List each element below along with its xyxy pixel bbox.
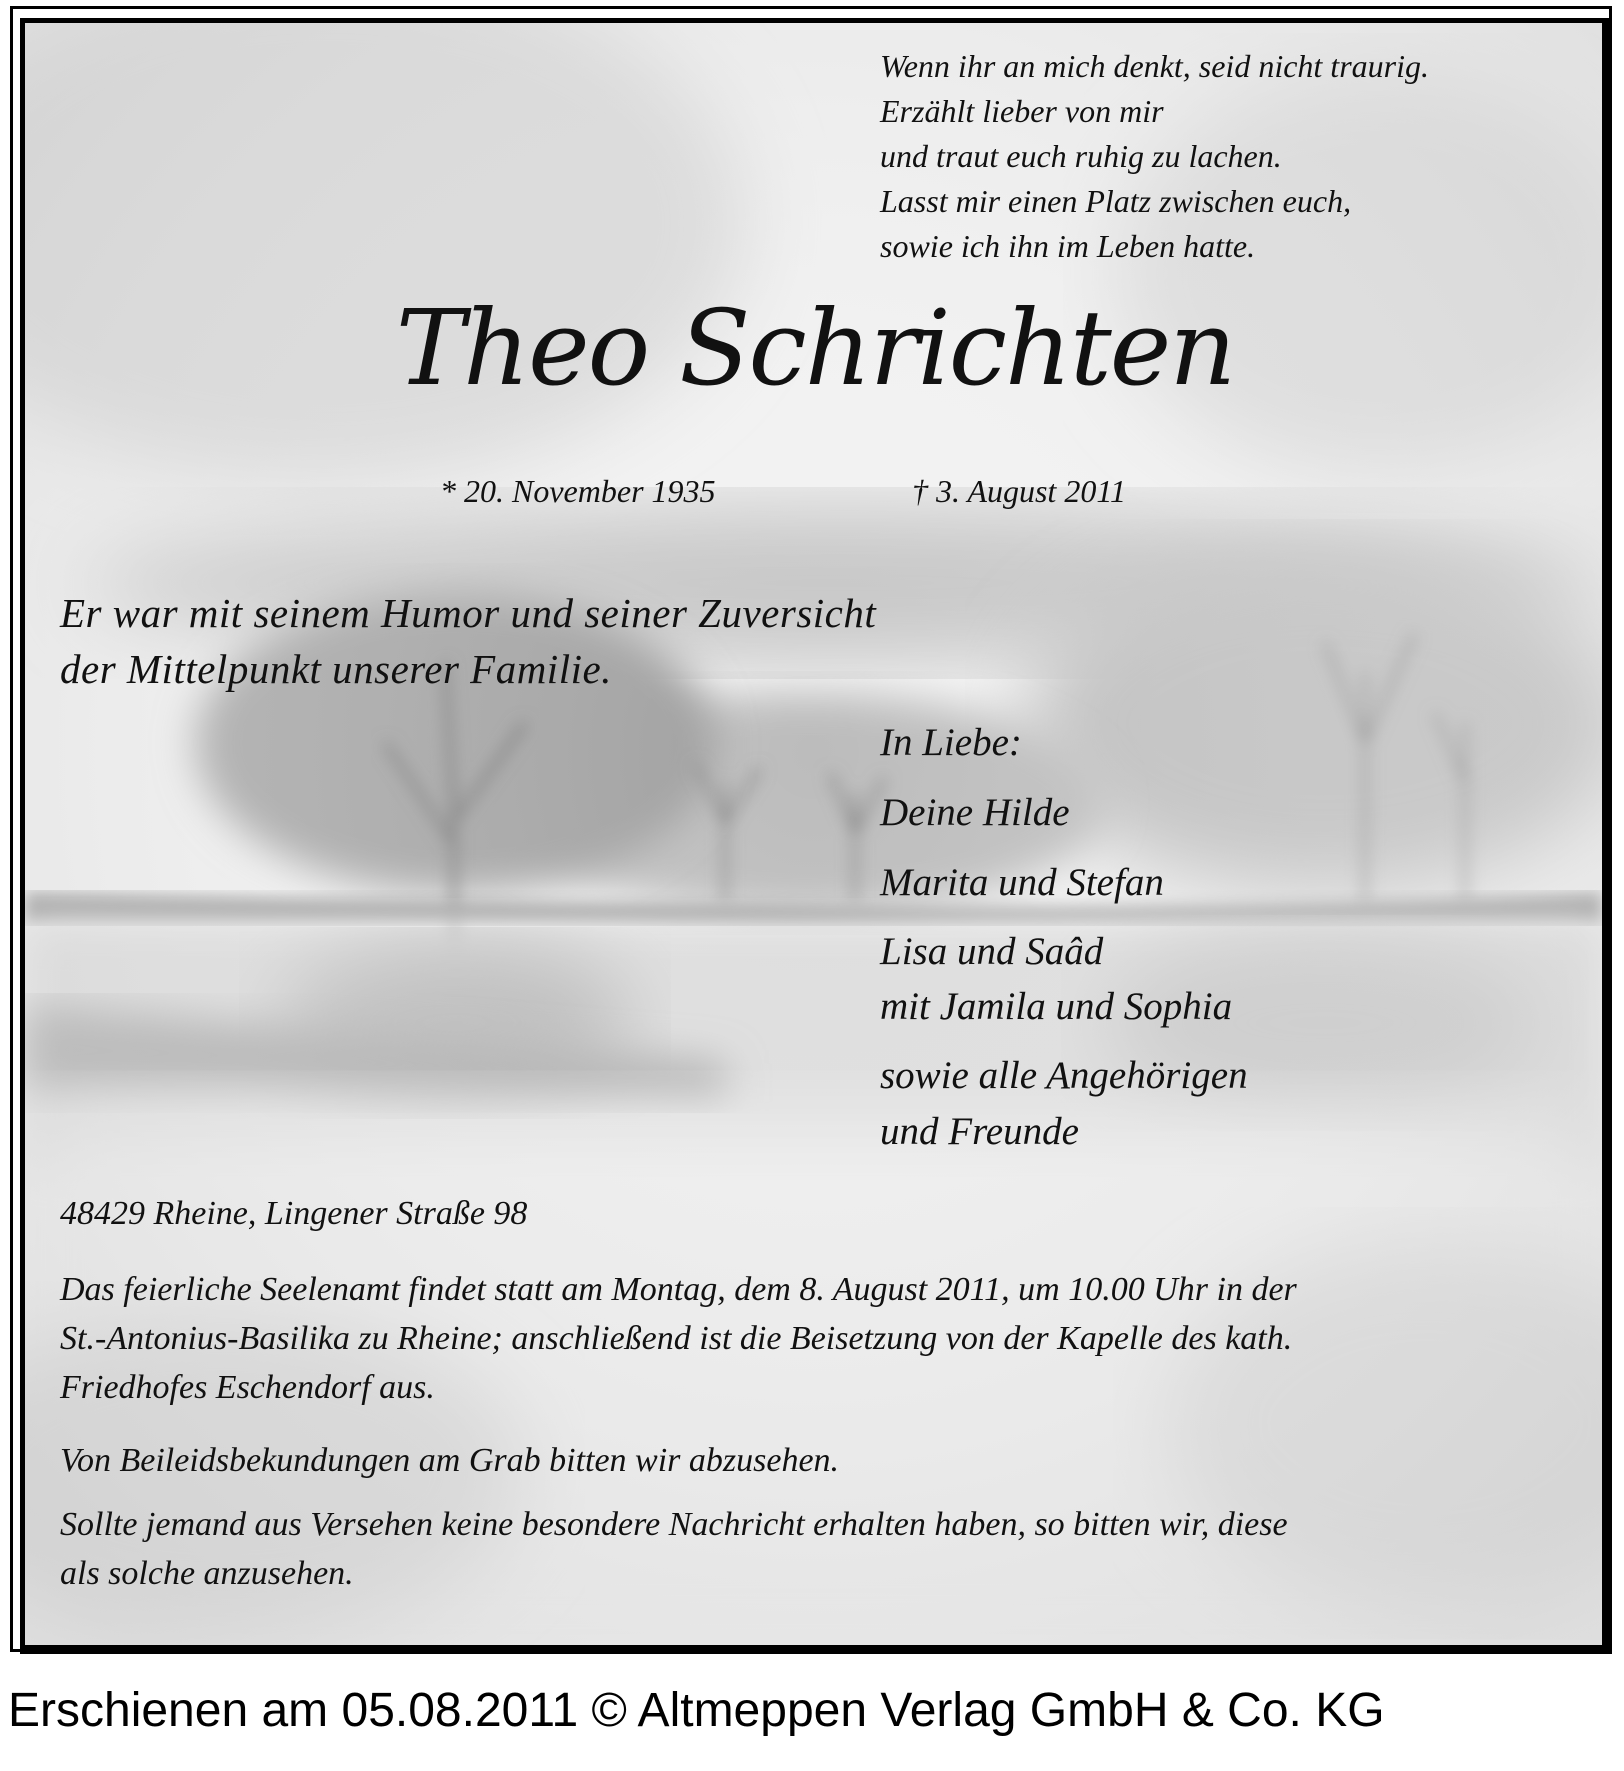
publication-footer: Erschienen am 05.08.2011 © Altmeppen Verlag GmbH & Co. KG [8, 1684, 1385, 1737]
service-line: Friedhofes Eschendorf aus. [60, 1369, 435, 1406]
service-details [60, 1265, 1297, 1412]
condolence-note: Von Beileidsbekundungen am Grab bitten wir abzusehen. [60, 1442, 840, 1479]
notice-line: Sollte jemand aus Versehen keine besondere Nachricht erhalten haben, so bitten wir, diese [60, 1506, 1288, 1543]
poem-line: Wenn ihr an mich denkt, seid nicht traurig. [880, 48, 1429, 84]
tribute-line: der Mittelpunkt unserer Familie. [60, 646, 612, 692]
tribute-line: Er war mit seinem Humor und seiner Zuversicht [60, 590, 877, 636]
death-date: † 3. August 2011 [912, 473, 1126, 509]
address: 48429 Rheine, Lingener Straße 98 [60, 1195, 528, 1232]
poem-line: Lasst mir einen Platz zwischen euch, [880, 183, 1352, 219]
family-member: Marita und Stefan [880, 861, 1164, 904]
tribute-text [60, 585, 876, 697]
family-intro: In Liebe: [880, 721, 1022, 764]
notice-note [60, 1500, 1288, 1598]
family-member: mit Jamila und Sophia [880, 985, 1233, 1028]
birth-date: * 20. November 1935 [440, 473, 716, 509]
family-member: sowie alle Angehörigen [880, 1054, 1248, 1097]
notice-line: als solche anzusehen. [60, 1555, 354, 1592]
family-member: Lisa und Saâd [880, 930, 1104, 973]
memorial-poem [880, 44, 1429, 269]
service-line: St.-Antonius-Basilika zu Rheine; anschließend ist die Beisetzung von der Kapelle des kath. [60, 1320, 1293, 1357]
deceased-name: Theo Schrichten [395, 287, 1235, 409]
family-member: Deine Hilde [880, 791, 1070, 834]
poem-line: Erzählt lieber von mir [880, 93, 1164, 129]
poem-line: sowie ich ihn im Leben hatte. [880, 228, 1256, 264]
family-member: und Freunde [880, 1110, 1079, 1153]
poem-line: und traut euch ruhig zu lachen. [880, 138, 1282, 174]
service-line: Das feierliche Seelenamt findet statt am Montag, dem 8. August 2011, um 10.00 Uhr in der [60, 1271, 1297, 1308]
